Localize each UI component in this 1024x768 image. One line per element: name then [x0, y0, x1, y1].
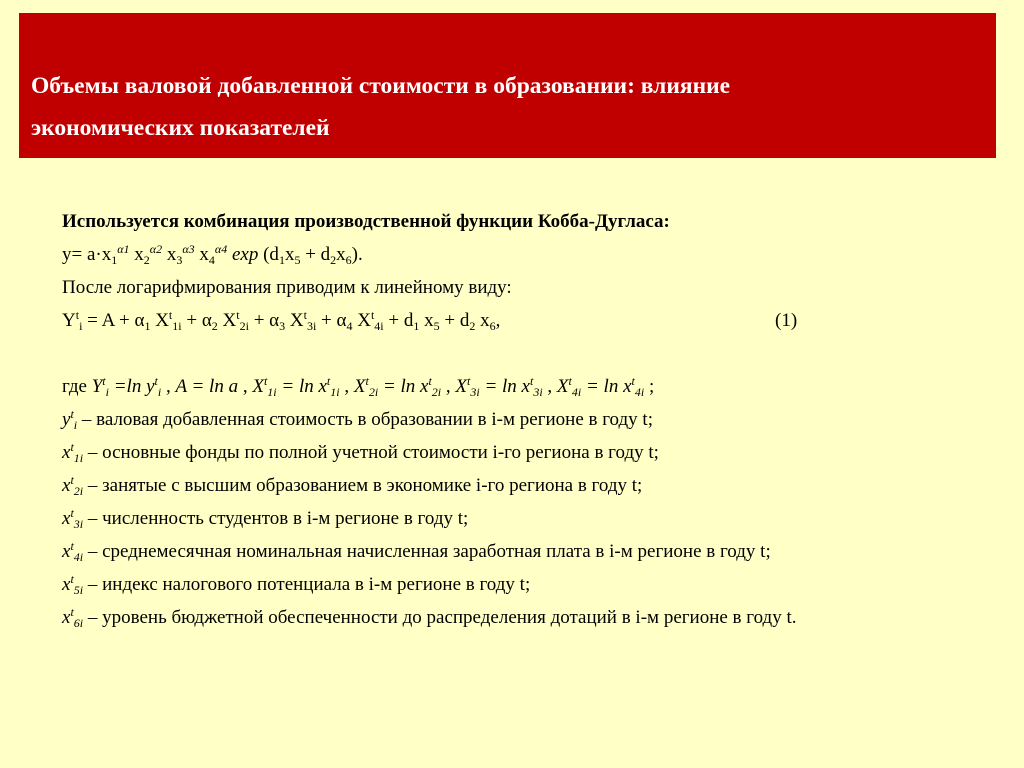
definition-item: $x^t_{4i}$ – среднемесячная номинальная начисленная заработная плата в i-м регионе в году t; — [62, 539, 771, 564]
definition-item: $x^t_{2i}$ – занятые с высшим образованием в экономике i-го региона в году t; — [62, 473, 643, 498]
definition-item: $x^t_{5i}$ – индекс налогового потенциала в i-м регионе в году t; — [62, 572, 531, 597]
log-intro-text: После логарифмирования приводим к линейному виду: — [62, 277, 512, 298]
slide-title-line-1: Объемы валовой добавленной стоимости в образовании: влияние — [31, 73, 731, 99]
where-clause: где $Y^t_i =\ln$ $y^t_i$ , A = ln a , $X^t_{1i} = \ln x^t_{1i}$ , $X^t_{2i} = \ln x^t_{2i}$ , $X^t_{3i} = \ln x^t_{3i}$ , $X^t_{4i} = \ln x^t_{4i}$ ; — [62, 374, 655, 399]
definition-item: $y^t_i$ – валовая добавленная стоимость в образовании в i-м регионе в году t; — [62, 407, 653, 432]
linear-formula: $Y^t_i = A + \alpha_1$ $X^t_{1i} + \alpha_2$ $X^t_{2i} + \alpha_3$ $X^t_{3i} + \alpha_4$ $X^t_{4i} + d_1$ $x_5 + d_2$ $x_6$, (1) — [62, 304, 992, 337]
slide-title — [31, 65, 981, 149]
definition-item: $x^t_{6i}$ – уровень бюджетной обеспеченности до распределения дотаций в i-м регионе в году t. — [62, 605, 797, 630]
body-heading: Используется комбинация производственной функции Кобба-Дугласа: — [62, 211, 670, 232]
definition-item: $x^t_{1i}$ – основные фонды по полной учетной стоимости i-го региона в году t; — [62, 440, 659, 465]
slide-title-line-2: экономических показателей — [31, 115, 330, 141]
equation-number: (1) — [775, 310, 798, 331]
cobb-douglas-formula: $y= a\cdot x_1^{\alpha 1}$ $x_2^{\alpha 2}$ $x_3^{\alpha 3}$ $x_4^{\alpha 4}$ $\exp (d_1x_5 + d_2x_6)$. — [62, 242, 363, 267]
spacer — [62, 337, 992, 370]
title-banner — [19, 13, 996, 158]
slide-body — [62, 205, 992, 634]
definition-item: $x^t_{3i}$ – численность студентов в i-м регионе в году t; — [62, 506, 469, 531]
